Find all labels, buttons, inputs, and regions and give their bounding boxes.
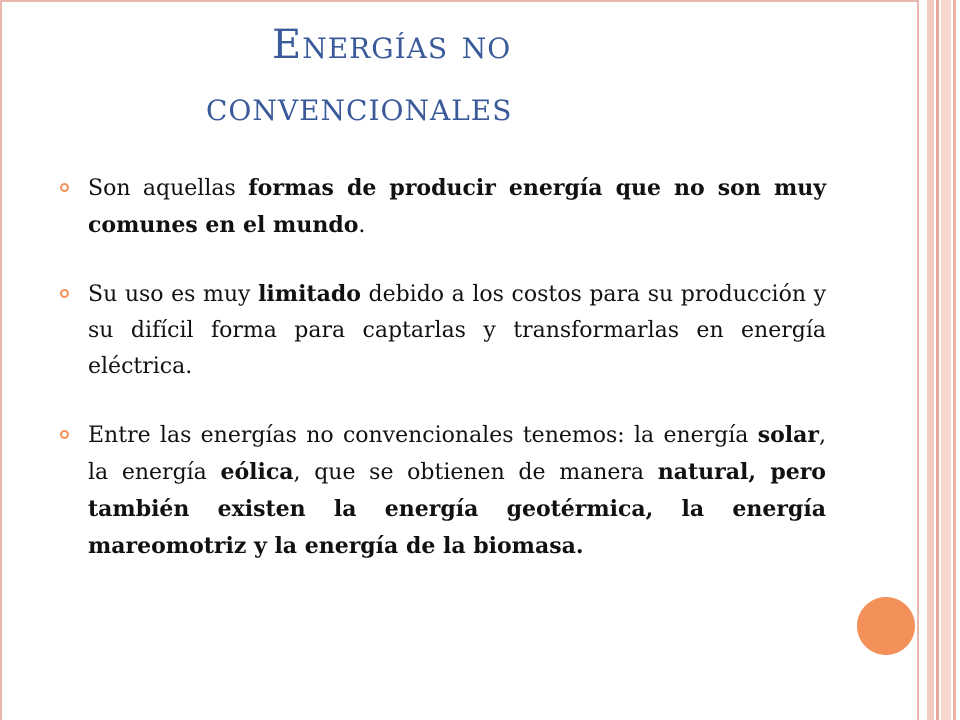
bullet-item	[60, 276, 826, 385]
bullet-bold-text: limitado	[258, 281, 361, 307]
bullet-text: Su uso es muy	[88, 282, 259, 307]
bullet-text: Son aquellas	[88, 176, 249, 201]
bullet-item	[60, 417, 826, 565]
frame-left-border	[0, 0, 2, 720]
title-line-2: convencionales	[206, 84, 513, 130]
decorative-stripe	[927, 0, 934, 720]
frame-top-border	[0, 0, 918, 2]
frame-right-border	[917, 0, 919, 720]
bullet-circle-icon	[60, 183, 69, 192]
bullet-circle-icon	[60, 430, 69, 439]
title-line-1: Energías no	[272, 22, 512, 68]
bullet-text: .	[358, 213, 366, 238]
decorative-stripe	[941, 0, 951, 720]
bullet-text: debido a los costos para su producción y su difícil forma para captarlas y transformarlas en energía eléctrica.	[88, 282, 827, 379]
bullet-list	[60, 170, 826, 597]
accent-circle	[857, 597, 915, 655]
bullet-bold-text: formas de producir energía que no son muy comunes en el mundo	[88, 175, 826, 238]
bullet-item	[60, 170, 826, 244]
decorative-stripe	[953, 0, 956, 720]
bullet-circle-icon	[60, 289, 69, 298]
bullet-bold-text: solar	[757, 422, 819, 448]
decorative-stripe	[936, 0, 939, 720]
bullet-bold-text: eólica	[220, 459, 294, 485]
bullet-text: , que se obtienen de manera	[293, 460, 658, 485]
bullet-text: , la energía	[88, 423, 826, 485]
bullet-bold-text: natural, pero también existen la energía geotérmica, la energía mareomotriz y la energía de la biomasa.	[88, 459, 826, 559]
bullet-text: Entre las energías no convencionales tenemos: la energía	[88, 423, 758, 448]
slide-title	[150, 14, 800, 138]
